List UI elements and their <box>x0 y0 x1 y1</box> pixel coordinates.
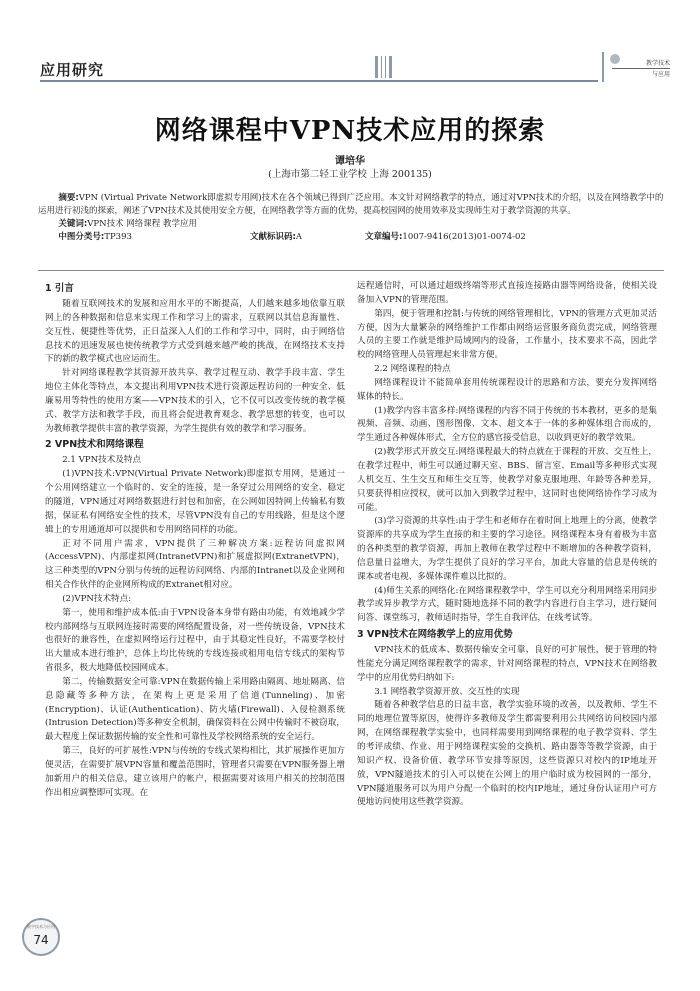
paragraph: 正对不同用户需求，VPN提供了三种解决方案:远程访问虚拟网(AccessVPN)、内部虚拟网(IntranetVPN)和扩展虚拟网(ExtranetVPN)，这三种类型的VPN分别与传统的远程访问网络、内部的Intranet以及企业网和相关合作伙伴的企业网所构成的Extranet相对应。 <box>45 538 345 591</box>
header-bars-decoration <box>375 56 405 80</box>
doc-value: A <box>295 232 303 242</box>
subsection-heading-3-1: 3.1 网络教学资源开放、交互性的实现 <box>374 686 520 697</box>
subsection-heading-2-1: 2.1 VPN技术及特点 <box>62 455 142 466</box>
doc-label: 文献标识码: <box>250 232 296 242</box>
page-number: 74 <box>33 933 49 947</box>
journal-logo-top: 教学技术 <box>612 58 670 69</box>
paragraph: VPN技术的低成本、数据传输安全可靠、良好的可扩展性，便于管理的特性能充分满足网络课程教学的需求，针对网络课程的特点，VPN技术在网络教学中的应用优势归纳如下: <box>357 645 657 683</box>
section-heading-2: 2 VPN技术和网络课程 <box>45 439 144 451</box>
author: 谭培华 <box>335 156 365 167</box>
paragraph: (1)教学内容丰富多样:网络课程的内容不同于传统的书本教材，更多的是集视频、音频、动画、图形图像、文本、超文本于一体的多种媒体组合而成的，学生通过各种媒体形式，全方位的感官接受信息，以收到更好的教学效果。 <box>357 405 657 444</box>
section-label: 应用研究 <box>40 61 105 79</box>
abstract-label: 摘要: <box>58 193 79 203</box>
left-column <box>45 280 345 801</box>
paragraph: 网络课程设计不能简单套用传统课程设计的思路和方法，要充分发挥网络媒体的特长。 <box>357 377 657 402</box>
article-no-label: 文章编号: <box>365 232 403 242</box>
clc-label: 中图分类号: <box>58 232 105 242</box>
paragraph: 随着各种教学信息的日益丰富，教学实验环境的改善，以及教师、学生不同的地理位置等原因，使得许多教师及学生都需要利用公共网络访问校园内部网，在网络课程教学实验中，也同样需要用到网络课程的电子教学资料、学生的考评成绩、作业、用于网络课程实验的交换机、路由器等等教学资源，由于知识产权、设备价值、教学环节安排等原因，这些资源只对校内的IP地址开放，VPN隧道技术的引入可以使在公网上的用户临时成为校园网的一部分，VPN隧道服务可以为用户分配一个临时的校内IP地址，通过身份认证用户可方便地访问使用这些教学资源。 <box>357 700 657 808</box>
paragraph: 第三，良好的可扩展性:VPN与传统的专线式架构相比，其扩展操作更加方便灵活，在需要扩展VPN容量和覆盖范围时，管理者只需要在VPN服务器上增加新用户的相关信息，建立该用户的帐户，根据需要对该用户相关的控制范围作出相应调整即可实现。在 <box>45 746 345 798</box>
abstract <box>38 192 664 218</box>
running-header <box>40 56 672 86</box>
article-no-value: 1007-9416(2013)01-0074-02 <box>402 232 526 242</box>
paragraph: 随着互联网技术的发展和应用水平的不断提高，人们越来越多地依靠互联网上的各种数据和信息来实现工作和学习上的需求，互联网以其信息海量性、交互性、便捷性等优势，正日益深入人们的工作和学习中，同时，由于网络信息技术的迅速发展也使传统教学方式受到越来越严峻的挑战，在网络技术支持下的新的教学模式也应运而生。 <box>45 299 345 365</box>
page-number-badge <box>22 918 60 956</box>
paragraph: (3)学习资源的共享性:由于学生和老师存在着时间上地理上的分离，使教学资源库的共享成为学生直接的和主要的学习途径。网络课程本身有着极为丰富的各种类型的教学资源，再加上教师在教学过程中不断增加的各种教学资料，信息量日益增大，为学生提供了良好的学习平台，加此大容量的信息是传统的课本或者电视、多媒体课件难以比拟的。 <box>357 516 657 582</box>
article-title: 网络课程中VPN技术应用的探索 <box>154 116 546 146</box>
badge-text: 数字技术与应用 <box>27 924 55 929</box>
paragraph: 远程通信时，可以通过超级终端等形式直接连接路由器等网络设备，使相关设备加入VPN的管理范围。 <box>357 281 657 305</box>
journal-logo-bottom: 与应用 <box>651 71 670 78</box>
paragraph: (1)VPN技术:VPN(Virtual Private Network)即虚拟专用网，是通过一个公用网络建立一个临时的、安全的连接，是一条穿过公用网络的安全、稳定的隧道，VPN通过对网络数据进行封包和加密，在公网如因特网上传输私有数据，保证私有网络安全性的技术，尽管VPN没有自己的专用线路，但是这个逻辑上的专用通道却可以提供和专用网络同样的功能。 <box>45 469 345 535</box>
keywords-text: VPN技术 网络课程 教学应用 <box>87 219 197 229</box>
paragraph: 针对网络课程教学其资源开放共享、教学过程互动、教学手段丰富、学生地位主体化等特点，本文提出利用VPN技术进行资源远程访问的一种安全、低廉易用等特性的使用方案——VPN技术的引入，它不仅可以改变传统的教学模式、教学方法和教学手段，而且将会促进教育观念、教学思想的转变，也可以为教师教学提供丰富的教学资源，为学生提供有效的教学和学习服务。 <box>45 368 345 434</box>
abstract-block <box>38 192 664 244</box>
affiliation: (上海市第二轻工业学校 上海 200135) <box>268 169 432 180</box>
abstract-text: VPN (Virtual Private Network即虚拟专用网)技术在各个领域已得到广泛应用。本文针对网络教学的特点，通过对VPN技术的介绍，以及在网络教学中的运用进行初浅的探索，阐述了VPN技术及其使用安全方便，在网络教学等方面的优势，提高校园网的使用效率及实现师生对于教学资源的共享。 <box>38 193 664 216</box>
classification-row <box>38 231 664 244</box>
paragraph: (2)教学形式开放交互:网络课程最大的特点就在于课程的开放、交互性上，在教学过程中，师生可以通过聊天室、BBS、留言室、Email等多种形式实现人机交互、生生交互和师生交互等，使教学对象克服地理、年龄等各种差异，只要获得相应授权，就可以加入到教学过程中，这同时也使网络协作学习成为可能。 <box>357 447 657 513</box>
paragraph: 第一，使用和维护成本低:由于VPN设备本身带有路由功能，有效地减少学校内部网络与互联网连接时需要的网络配置设备，对一些传统设备，VPN技术也很好的兼容性，在虚拟网络运行过程中，由于其稳定性良好，不需要学校付出大量成本进行维护，总体上均比传统的专线连接或租用电信专线式的架构节省很多，极大地降低校园网成本。 <box>45 607 345 674</box>
keywords <box>38 218 664 231</box>
paragraph: (2)VPN技术特点: <box>62 593 132 604</box>
paragraph: 第四，便于管理和控制:与传统的网络管理相比，VPN的管理方式更加灵活方便，因为大量繁杂的网络维护工作都由网络运营服务商负责完成，网络管理人员的主要工作就是维护局域网内的设备，工作量小，技术要求不高，因此学校的网络管理人员管理起来非常方便。 <box>357 308 657 361</box>
header-rule <box>40 80 598 82</box>
section-heading-1: 1 引言 <box>45 283 74 294</box>
subsection-heading-2-2: 2.2 网络课程的特点 <box>374 364 451 375</box>
keywords-label: 关键词: <box>58 219 88 229</box>
section-heading-3: 3 VPN技术在网络教学上的应用优势 <box>357 629 513 641</box>
right-column <box>357 280 657 810</box>
clc-value: TP393 <box>104 232 132 242</box>
journal-logo <box>602 52 672 82</box>
abstract-divider <box>38 270 664 271</box>
paragraph: 第二，传输数据安全可靠:VPN在数据传输上采用路由隔离、地址隔离、信息隐藏等多种方法，在架构上更是采用了信道(Tunneling)、加密(Encryption)、认证(Authentication)、防火墙(Firewall)、入侵检测系统(Intrusion Detection)等多种安全机制，确保资料在公网中传输时不被窃取，最大程度上保证数据传输的安全性和可靠性及学校网络系统的安全运行。 <box>45 676 345 743</box>
paragraph: (4)师生关系的网络化:在网络课程教学中，学生可以充分利用网络采用同步教学或异步教学方式，随时随地选择不同的教学内容进行自主学习，进行疑问问答、课堂练习，教师适时指导，学生自我评估，在线考试等。 <box>357 585 657 624</box>
